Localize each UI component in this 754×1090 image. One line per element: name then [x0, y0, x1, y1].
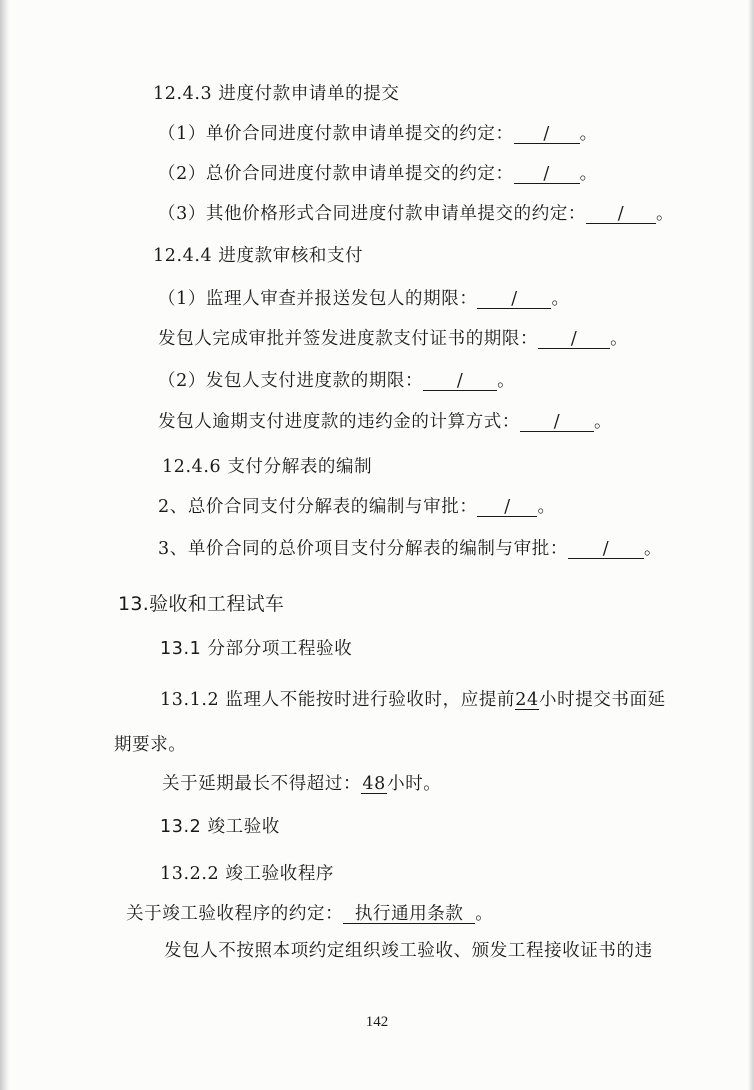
clause-unit-price-submission: （1）单价合同进度付款申请单提交的约定： / 。: [158, 124, 598, 144]
clause-13-1-2: 13.1.2 监理人不能按时进行验收时，应提前24小时提交书面延: [160, 690, 666, 710]
fill-blank: /: [568, 540, 644, 559]
fill-blank: /: [514, 125, 580, 144]
fill-blank: /: [477, 498, 537, 517]
clause-supervisor-period: （1）监理人审查并报送发包人的期限： / 。: [158, 289, 570, 309]
clause-completion-procedure: 关于竣工验收程序的约定： 执行通用条款 。: [126, 904, 494, 924]
heading-12-4-3: 12.4.3 进度付款申请单的提交: [153, 84, 400, 104]
fill-blank: /: [520, 413, 594, 432]
scan-right-edge: [748, 0, 754, 1090]
clause-13-1-2-cont: 期要求。: [114, 735, 187, 755]
fill-blank: 48: [362, 774, 386, 794]
clause-late-payment-penalty: 发包人逾期支付进度款的违约金的计算方式： / 。: [158, 412, 613, 432]
heading-12-4-4: 12.4.4 进度款审核和支付: [153, 246, 364, 266]
clause-max-extension: 关于延期最长不得超过：48小时。: [162, 774, 442, 794]
fill-blank: /: [477, 290, 551, 309]
clause-employer-payment-period: （2）发包人支付进度款的期限： / 。: [158, 371, 516, 391]
clause-other-price-submission: （3）其他价格形式合同进度付款申请单提交的约定： / 。: [158, 204, 675, 224]
section-13-heading: 13.验收和工程试车: [118, 593, 285, 615]
heading-13-2-2: 13.2.2 竣工验收程序: [160, 864, 335, 884]
heading-12-4-6: 12.4.6 支付分解表的编制: [162, 457, 373, 477]
page-number: 142: [365, 1014, 389, 1030]
clause-unit-price-schedule: 3、单价合同的总价项目支付分解表的编制与审批： / 。: [158, 539, 663, 559]
fill-blank: /: [514, 165, 580, 184]
clause-total-price-submission: （2）总价合同进度付款申请单提交的约定： / 。: [158, 164, 598, 184]
heading-13-1: 13.1 分部分项工程验收: [160, 639, 353, 659]
fill-blank: /: [423, 372, 497, 391]
fill-blank: 24: [515, 690, 539, 710]
fill-blank: /: [586, 205, 656, 224]
fill-blank: 执行通用条款: [343, 905, 475, 924]
clause-total-price-schedule: 2、总价合同支付分解表的编制与审批： / 。: [158, 497, 556, 517]
clause-employer-breach: 发包人不按照本项约定组织竣工验收、颁发工程接收证书的违: [164, 941, 653, 961]
heading-13-2: 13.2 竣工验收: [160, 817, 280, 837]
scan-left-edge: [0, 0, 10, 1090]
clause-employer-approval-period: 发包人完成审批并签发进度款支付证书的期限： / 。: [158, 329, 629, 349]
fill-blank: /: [538, 330, 610, 349]
